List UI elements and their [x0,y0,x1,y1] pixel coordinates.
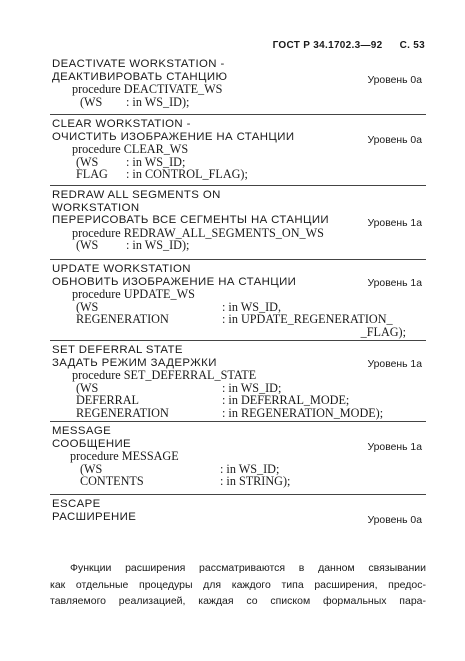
param-row: (WS : in WS_ID; [76,154,186,169]
procedure-line: procedure CLEAR_WS [72,142,189,157]
function-entry-escape [52,498,426,526]
param-row: FLAG : in CONTROL_FLAG); [76,167,248,182]
section-divider [50,340,426,341]
procedure-line: procedure REDRAW_ALL_SEGMENTS_ON_WS [72,225,324,240]
procedure-spec [52,450,426,488]
entry-title: MESSAGE СООБЩЕНИЕ [52,425,132,450]
procedure-spec [52,83,426,108]
param-row: (WS : in WS_ID); [76,238,190,253]
function-entry-redraw [52,189,426,252]
section-divider [50,421,426,422]
procedure-line: procedure DEACTIVATE_WS [72,82,223,97]
entry-title: REDRAW ALL SEGMENTS ON WORKSTATION ПЕРЕРИСОВАТЬ ВСЕ СЕГМЕНТЫ НА СТАНЦИИ [52,189,330,227]
page-header [273,40,425,51]
entry-title: CLEAR WORKSTATION - ОЧИСТИТЬ ИЗОБРАЖЕНИЕ НА СТАНЦИИ [52,118,295,143]
procedure-spec [52,369,426,419]
level-label: Уровень 1а [367,359,422,370]
level-label: Уровень 0а [367,515,422,526]
param-row: (WS : in WS_ID, [76,299,282,314]
level-label: Уровень 0а [367,135,422,146]
page-number: С. 53 [399,40,425,51]
entry-title: SET DEFERRAL STATE ЗАДАТЬ РЕЖИМ ЗАДЕРЖКИ [52,344,217,369]
entry-title: ESCAPE РАСШИРЕНИЕ [52,498,137,523]
procedure-line: procedure UPDATE_WS [72,287,195,302]
level-label: Уровень 1а [367,278,422,289]
section-divider [50,259,426,260]
entry-title: DEACTIVATE WORKSTATION - ДЕАКТИВИРОВАТЬ СТАНЦИЮ [52,58,228,83]
function-entry-set-deferral [52,344,426,420]
level-label: Уровень 0а [367,75,422,86]
param-row: (WS : in WS_ID; [80,461,280,476]
function-entry-message [52,425,426,488]
param-row: REGENERATION : in UPDATE_REGENERATION_ [76,312,393,327]
param-continuation: _FLAG); [360,324,406,339]
standard-number: ГОСТ Р 34.1702.3—92 [272,40,383,51]
body-paragraph: Функции расширения рассматриваются в данном связывании как отдельные процедуры для каждого типа расширения, предос- тавляемого реализацией, каждая со списком формальных пара- [50,562,426,607]
param-row: CONTENTS : in STRING); [80,474,291,489]
section-divider [50,185,426,186]
level-label: Уровень 1а [367,442,422,453]
procedure-spec [52,227,426,252]
param-row: (WS : in WS_ID; [76,380,282,395]
level-label: Уровень 1а [367,218,422,229]
section-divider [50,494,426,495]
function-entry-clear [52,118,426,181]
param-row: DEFERRAL : in DEFERRAL_MODE; [76,393,350,408]
procedure-line: procedure MESSAGE [70,449,179,464]
entry-title: UPDATE WORKSTATION ОБНОВИТЬ ИЗОБРАЖЕНИЕ НА СТАНЦИИ [52,263,297,288]
function-entry-deactivate [52,58,426,108]
param-row: (WS : in WS_ID); [80,94,190,109]
procedure-spec [52,143,426,181]
function-entry-update [52,263,426,339]
procedure-spec [52,288,426,338]
procedure-line: procedure SET_DEFERRAL_STATE [72,368,257,383]
section-divider [50,114,426,115]
param-row: REGENERATION : in REGENERATION_MODE); [76,405,384,420]
